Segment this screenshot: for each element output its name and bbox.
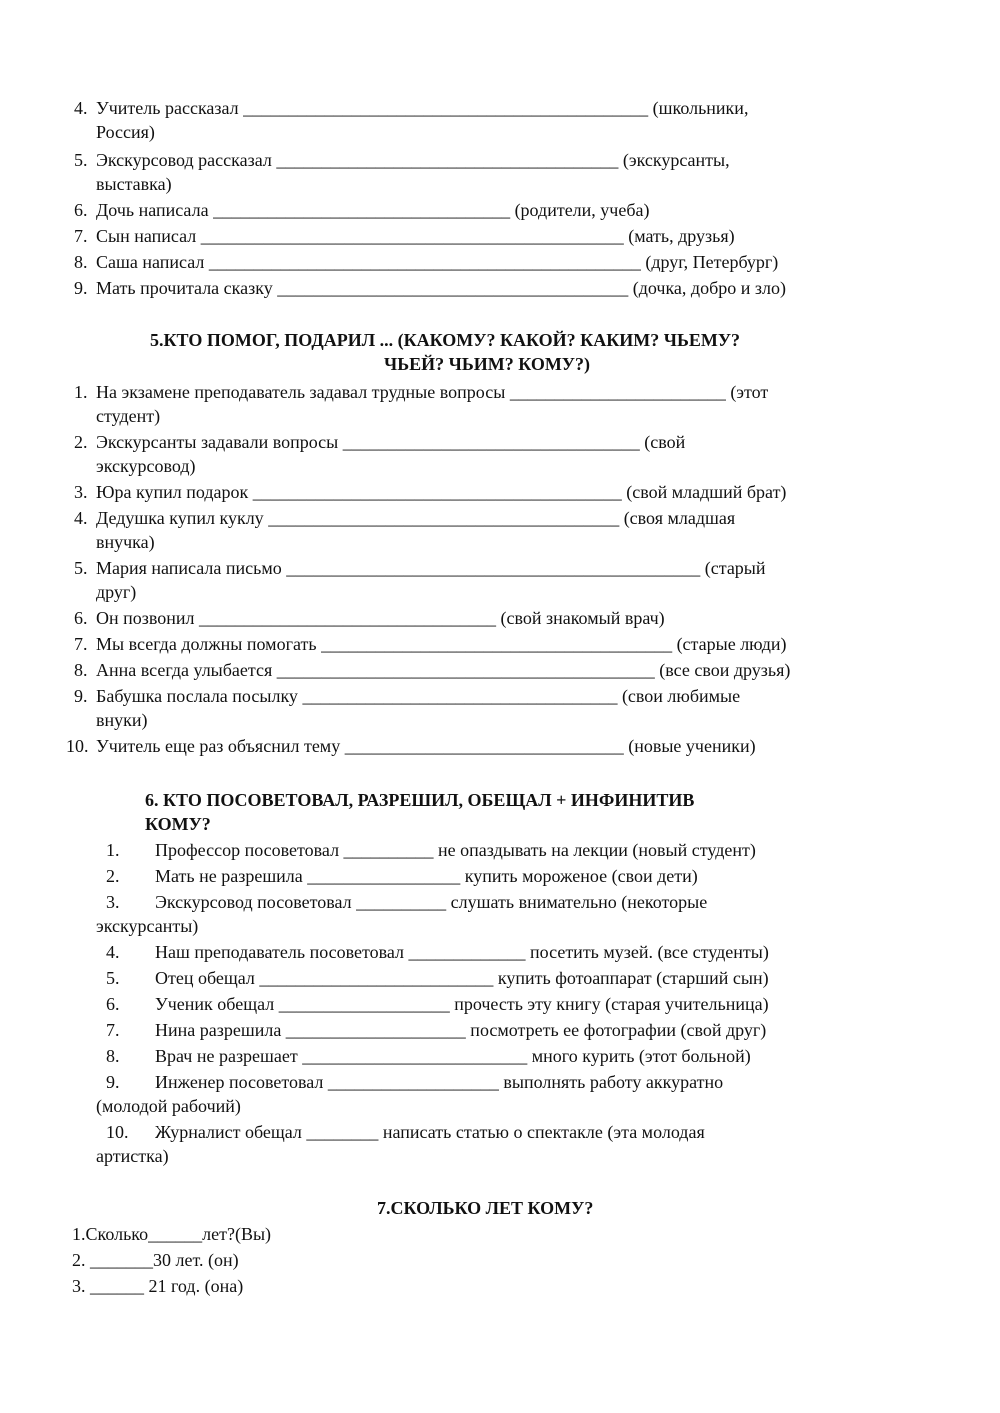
item-number: 2. — [74, 432, 88, 452]
line-continuation: артистка) — [96, 1146, 169, 1166]
line-continuation: выставка) — [96, 174, 172, 194]
exercise-line: Анна всегда улыбается __________________________________________ (все свои друзья) — [96, 660, 791, 680]
exercise-line: На экзамене преподаватель задавал трудные вопросы ________________________ (этот — [96, 382, 769, 402]
item-number: 9. — [106, 1072, 120, 1092]
exercise-line: Саша написал ________________________________________________ (друг, Петербург) — [96, 252, 779, 272]
answer-blank[interactable]: ________________________ — [509, 382, 726, 402]
exercise-line: Экскурсовод рассказал ______________________________________ (экскурсанты, — [96, 150, 730, 170]
answer-blank[interactable]: ___________________________________ — [302, 686, 618, 706]
section6-title-line1: 6. КТО ПОСОВЕТОВАЛ, РАЗРЕШИЛ, ОБЕЩАЛ + ИНФИНИТИВ — [145, 790, 695, 810]
item-number: 9. — [74, 278, 88, 298]
line-continuation: экскурсанты) — [96, 916, 199, 936]
answer-blank[interactable]: _________________________________________ — [252, 482, 622, 502]
item-number: 10. — [66, 736, 89, 756]
item-number: 5. — [74, 558, 88, 578]
exercise-line: Мать прочитала сказку _______________________________________ (дочка, добро и зло) — [96, 278, 786, 298]
answer-blank[interactable]: __________________________________________ — [276, 660, 655, 680]
exercise-line: Бабушка послала посылку ___________________________________ (свои любимые — [96, 686, 741, 706]
item-number: 8. — [74, 252, 88, 272]
section5-title-line2: ЧЬЕЙ? ЧЬИМ? КОМУ?) — [384, 354, 591, 374]
item-number: 6. — [74, 200, 88, 220]
exercise-line: Ученик обещал ___________________ прочесть эту книгу (старая учительница) — [155, 994, 769, 1014]
section7-title: 7.СКОЛЬКО ЛЕТ КОМУ? — [377, 1198, 594, 1218]
item-number: 7. — [74, 226, 88, 246]
section6-title-line2: КОМУ? — [145, 814, 211, 834]
item-number: 10. — [106, 1122, 129, 1142]
item-number: 8. — [74, 660, 88, 680]
answer-blank[interactable]: _______________________________________________ — [200, 226, 624, 246]
answer-blank[interactable]: _________________________________ — [213, 200, 511, 220]
answer-blank[interactable]: _____________________________________________ — [243, 98, 649, 118]
section5-title-line1: 5.КТО ПОМОГ, ПОДАРИЛ ... (КАКОМУ? КАКОЙ? КАКИМ? ЧЬЕМУ? — [150, 330, 741, 350]
exercise-line: Юра купил подарок _________________________________________ (свой младший брат) — [96, 482, 787, 502]
exercise-line: Врач не разрешает _________________________ много курить (этот больной) — [155, 1046, 751, 1066]
item-number: 3. — [74, 482, 88, 502]
exercise-line: Профессор посоветовал __________ не опаздывать на лекции (новый студент) — [155, 840, 756, 860]
item-number: 8. — [106, 1046, 120, 1066]
line-continuation: друг) — [96, 582, 137, 602]
exercise-line: Дочь написала _________________________________ (родители, учеба) — [96, 200, 650, 220]
line-continuation: внуки) — [96, 710, 148, 730]
item-number: 1. — [106, 840, 120, 860]
exercise-line: Мария написала письмо ______________________________________________ (старый — [96, 558, 766, 578]
exercise-line: Учитель рассказал _____________________________________________ (школьники, — [96, 98, 749, 118]
item-number: 3. — [106, 892, 120, 912]
exercise-line: Нина разрешила ____________________ посмотреть ее фотографии (свой друг) — [155, 1020, 767, 1040]
exercise-line: Он позвонил _________________________________ (свой знакомый врач) — [96, 608, 665, 628]
item-number: 6. — [106, 994, 120, 1014]
line-continuation: студент) — [96, 406, 161, 426]
exercise-line: Дедушка купил куклу _______________________________________ (своя младшая — [96, 508, 736, 528]
line-continuation: экскурсовод) — [96, 456, 196, 476]
exercise-line: Наш преподаватель посоветовал _____________ посетить музей. (все студенты) — [155, 942, 769, 962]
item-number: 5. — [106, 968, 120, 988]
item-number: 2. — [106, 866, 120, 886]
exercise-line: Отец обещал __________________________ купить фотоаппарат (старший сын) — [155, 968, 769, 988]
item-number: 1. — [74, 382, 88, 402]
answer-blank[interactable]: _______________________________________ — [321, 634, 673, 654]
exercise-line: Мать не разрешила _________________ купить мороженое (свои дети) — [155, 866, 698, 886]
item-number: 7. — [106, 1020, 120, 1040]
answer-blank[interactable]: ______________________________________________ — [286, 558, 701, 578]
exercise-line: Журналист обещал ________ написать статью о спектакле (эта молодая — [155, 1122, 705, 1142]
line-continuation: внучка) — [96, 532, 155, 552]
line-continuation: Россия) — [96, 122, 155, 142]
exercise-line: Учитель еще раз объяснил тему _______________________________ (новые ученики) — [96, 736, 756, 756]
line-continuation: (молодой рабочий) — [96, 1096, 241, 1116]
exercise-line: 3. ______ 21 год. (она) — [72, 1276, 244, 1296]
answer-blank[interactable]: _________________________________ — [342, 432, 640, 452]
answer-blank[interactable]: ________________________________________________ — [208, 252, 641, 272]
item-number: 6. — [74, 608, 88, 628]
item-number: 4. — [74, 98, 88, 118]
item-number: 4. — [106, 942, 120, 962]
exercise-line: 1.Сколько______лет?(Вы) — [72, 1224, 272, 1244]
answer-blank[interactable]: _______________________________________ — [277, 278, 629, 298]
exercise-line: Мы всегда должны помогать _______________________________________ (старые люди) — [96, 634, 787, 654]
answer-blank[interactable]: _______________________________ — [344, 736, 624, 756]
item-number: 4. — [74, 508, 88, 528]
exercise-line: Экскурсанты задавали вопросы _________________________________ (свой — [96, 432, 686, 452]
exercise-line: Экскурсовод посоветовал __________ слушать внимательно (некоторые — [155, 892, 708, 912]
item-number: 9. — [74, 686, 88, 706]
item-number: 7. — [74, 634, 88, 654]
answer-blank[interactable]: ______________________________________ — [276, 150, 619, 170]
answer-blank[interactable]: _________________________________ — [199, 608, 496, 628]
exercise-line: Сын написал _______________________________________________ (мать, друзья) — [96, 226, 735, 246]
answer-blank[interactable]: _______________________________________ — [268, 508, 620, 528]
exercise-line: Инженер посоветовал ___________________ выполнять работу аккуратно — [155, 1072, 724, 1092]
exercise-line: 2. _______30 лет. (он) — [72, 1250, 239, 1270]
item-number: 5. — [74, 150, 88, 170]
